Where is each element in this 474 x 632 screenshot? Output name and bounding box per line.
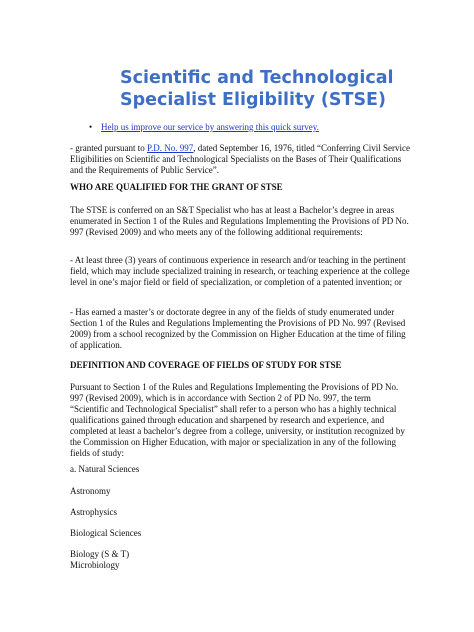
field-microbiology: Microbiology bbox=[70, 560, 120, 570]
heading-fields: DEFINITION AND COVERAGE OF FIELDS OF STUDY FOR STSE bbox=[70, 360, 342, 370]
para-definition: Pursuant to Section 1 of the Rules and Regulations Implementing the Provisions of PD No. 997 (Revised 2009), which is in accordance with Section 2 of PD No. 997, the term “Scientific and Technological Specialist” shall refer to a person who has a highly technical qualifications gained through education and sharpened by research and experience, and completed at least a bachelor’s degree from a college, university, or institution recognized by the Commission on Higher Education, with major or specialization in any of the following fields of study: bbox=[70, 382, 405, 458]
bullet-icon: • bbox=[89, 122, 93, 132]
heading-qualified: WHO ARE QUALIFIED FOR THE GRANT OF STSE bbox=[70, 182, 283, 192]
requirement-degree: - Has earned a master’s or doctorate degree in any of the fields of study enumerated under Section 1 of the Rules and Regulations Implementing the Provisions of PD No. 997 (Revised 2009) from a school recognized by the Commission on Higher Education at the time of filing of application. bbox=[70, 307, 406, 350]
requirement-experience: - At least three (3) years of continuous experience in research and/or teaching in the pertinent field, which may include specialized training in research, or teaching experience at the college level in one’s major field or field of specialization, or completion of a patented invention; or bbox=[70, 255, 410, 287]
survey-bullet bbox=[89, 121, 319, 133]
field-biological-sciences: Biological Sciences bbox=[70, 528, 142, 538]
pd-997-link[interactable]: P.D. No. 997 bbox=[146, 143, 194, 153]
intro-paragraph bbox=[70, 143, 410, 176]
page-title: Scientific and Technological Specialist Eligibility (STSE) bbox=[120, 68, 394, 110]
survey-link[interactable]: Help us improve our service by answering this quick survey. bbox=[101, 122, 319, 132]
intro-suffix: , dated September 16, 1976, titled “Conferring Civil Service Eligibilities on Scientific and Technological Specialists on the Bases of Their Qualifications and the Requirements of Public Service”. bbox=[70, 143, 410, 175]
field-astrophysics: Astrophysics bbox=[70, 507, 117, 517]
para-conferred: The STSE is conferred on an S&T Specialist who has at least a Bachelor’s degree in areas enumerated in Section 1 of the Rules and Regulations Implementing the Provisions of PD No. 997 (Revised 2009) and who meets any of the following additional requirements: bbox=[70, 205, 409, 237]
intro-prefix: - granted pursuant to bbox=[70, 143, 147, 153]
field-astronomy: Astronomy bbox=[70, 486, 111, 496]
field-biology: Biology (S & T) bbox=[70, 549, 130, 559]
field-category-natural-sciences: a. Natural Sciences bbox=[70, 464, 140, 474]
